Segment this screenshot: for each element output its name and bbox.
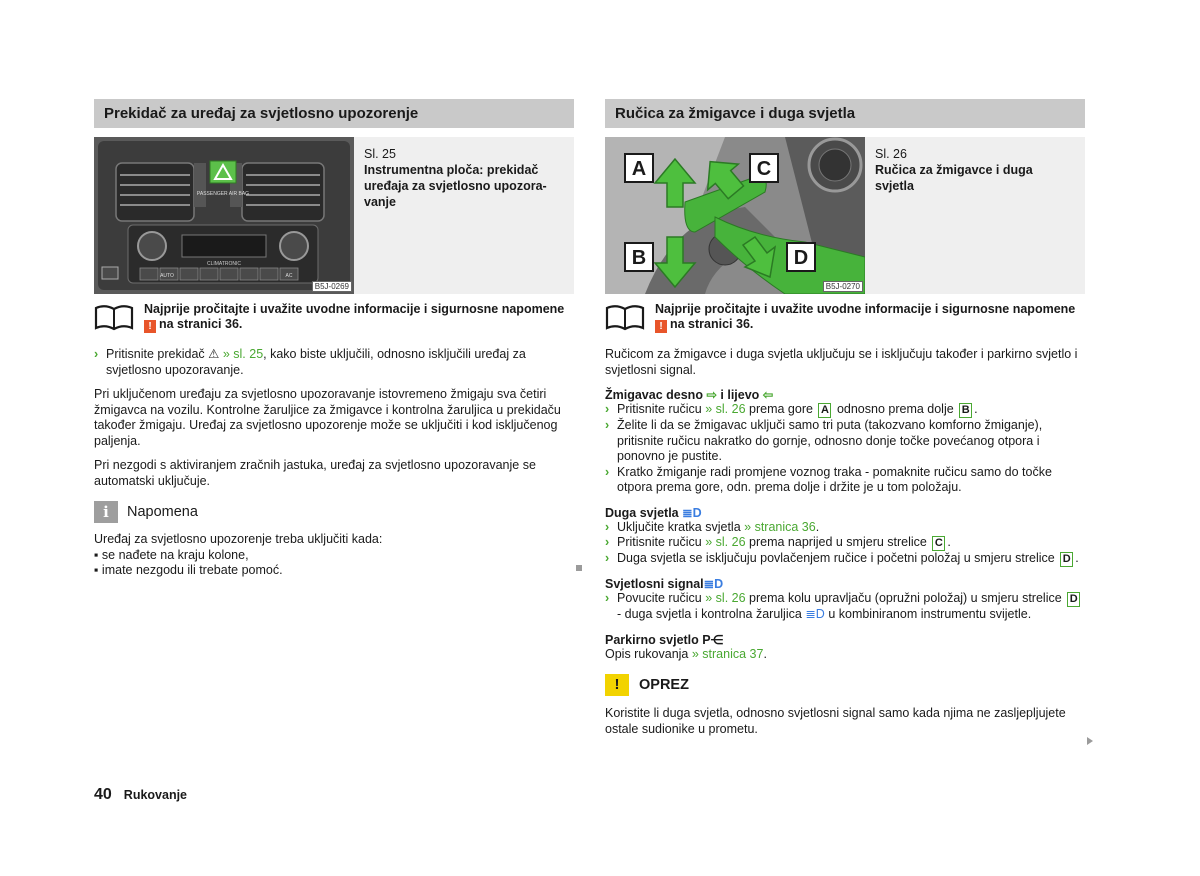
stalk-illustration bbox=[605, 137, 865, 294]
arrow-icon: › bbox=[94, 347, 99, 361]
paragraph: Pri nezgodi s aktiviranjem zračnih jastuka, uređaj za svjetlosno upozoravanje se automatski uključuje. bbox=[94, 458, 536, 488]
page-number: 40 bbox=[94, 786, 112, 803]
auto-label: AUTO bbox=[160, 273, 174, 279]
continue-arrow-icon bbox=[1087, 737, 1093, 745]
section-header: Ručica za žmigavce i duga svjetla bbox=[605, 99, 1085, 128]
key-label-a: A bbox=[818, 403, 831, 418]
bullet-text: odnosno prema dolje bbox=[836, 402, 954, 416]
figure-link[interactable]: » sl. 26 bbox=[705, 535, 746, 549]
subsection-title-text: Parkirno svjetlo bbox=[605, 632, 699, 647]
list-item bbox=[605, 418, 1085, 465]
figure-link[interactable]: » sl. 26 bbox=[705, 402, 746, 416]
figure-number: Sl. 26 bbox=[875, 147, 907, 161]
arrow-icon: › bbox=[605, 464, 610, 479]
figure-caption bbox=[354, 137, 574, 294]
subsection-title bbox=[605, 576, 1085, 591]
climatronic-label: CLIMATRONIC bbox=[206, 261, 242, 267]
stalk-image bbox=[605, 137, 865, 294]
list-item bbox=[605, 520, 1085, 536]
caution-header bbox=[605, 674, 1085, 696]
figure-code: B5J-0269 bbox=[312, 281, 352, 292]
page-link[interactable]: » stranica 37 bbox=[691, 646, 764, 661]
figure-link[interactable]: » sl. 26 bbox=[705, 591, 746, 605]
dashboard-illustration bbox=[94, 137, 354, 294]
caution-icon: ! bbox=[605, 674, 629, 696]
book-icon bbox=[605, 302, 645, 332]
key-label-b: B bbox=[959, 403, 972, 418]
list-item bbox=[605, 535, 1085, 551]
bullet-text: Želite li da se žmigavac uključi samo tri puta (takozvano komforno žmiganje), pritisnite ručicu nakratko do gornje, odnosno donje točke povećanog otpora i ponovno je pustite. bbox=[617, 418, 1043, 463]
bullet-text: Kratko žmiganje radi promjene voznog traka - pomaknite ručicu samo do točke otpora prema gore, odn. prema dolje i držite je u tom položaju. bbox=[617, 464, 1052, 494]
notice-line1: Najprije pročitajte i uvažite uvodne informacije i sigurnosne napomene bbox=[144, 302, 565, 316]
list-item bbox=[94, 347, 574, 378]
arrow-icon: › bbox=[605, 418, 610, 432]
figure-number: Sl. 25 bbox=[364, 147, 396, 161]
arrow-icon: › bbox=[605, 519, 610, 534]
left-column bbox=[94, 99, 574, 579]
read-first-notice bbox=[94, 302, 574, 333]
label-b: B bbox=[631, 247, 647, 269]
bullet-text: Duga svjetla se isključuju povlačenjem ručice i početni položaj u smjeru strelice bbox=[617, 551, 1055, 565]
read-first-notice bbox=[605, 302, 1085, 333]
key-label-c: C bbox=[932, 536, 945, 551]
list-item bbox=[605, 402, 1085, 418]
bullet-text: . bbox=[947, 535, 951, 549]
bullet-text: . bbox=[815, 519, 820, 534]
warning-icon: ! bbox=[655, 320, 667, 333]
body-text: Opis rukovanja bbox=[605, 646, 689, 661]
bullet-text: Pritisnite ručicu bbox=[617, 535, 702, 549]
notice-line1: Najprije pročitajte i uvažite uvodne informacije i sigurnosne napomene bbox=[655, 302, 1076, 316]
bullet-square-icon: ▪ bbox=[94, 547, 99, 562]
bullet-square-icon: ▪ bbox=[94, 563, 99, 577]
parking-light-icon: P⋲ bbox=[702, 632, 724, 647]
bullet-text: Uključite kratka svjetla bbox=[617, 519, 741, 534]
high-beam-icon: ≣D bbox=[703, 577, 724, 591]
list-item bbox=[94, 563, 574, 579]
figure-26 bbox=[605, 137, 1085, 294]
list-item bbox=[605, 591, 1085, 623]
bullet-text: . bbox=[1075, 551, 1079, 565]
notice-page-link[interactable]: na stranici 36. bbox=[670, 317, 754, 331]
figure-caption bbox=[865, 137, 1085, 294]
arrow-icon: › bbox=[605, 591, 610, 605]
turn-left-icon: ⇦ bbox=[762, 388, 774, 402]
paragraph: Pri uključenom uređaju za svjetlosno upozoravanje istovremeno žmigaju sva četiri žmigavca na vozilu. Kontrolne žaruljice za žmigavce i kontrolna žaruljica u prekidaču također žmigaju. Uređaj za svjetlosno upozorenje može se uključiti i kod isključenog paljenja. bbox=[94, 387, 561, 448]
page-link[interactable]: » stranica 36 bbox=[744, 519, 816, 534]
label-d: D bbox=[793, 247, 809, 269]
subsection-title-text: i lijevo bbox=[720, 388, 760, 402]
bullet-text: - duga svjetla i kontrolna žaruljica bbox=[617, 607, 802, 621]
bullet-text: prema gore bbox=[749, 402, 813, 416]
right-column bbox=[605, 99, 1085, 737]
figure-25 bbox=[94, 137, 574, 294]
note-item: se nađete na kraju kolone, bbox=[101, 547, 249, 562]
section-end-icon bbox=[576, 565, 582, 571]
list-item bbox=[605, 551, 1085, 567]
list-item bbox=[94, 548, 574, 564]
bullet-text: prema naprijed u smjeru strelice bbox=[749, 535, 927, 549]
subsection-title bbox=[605, 632, 1085, 647]
info-icon: i bbox=[94, 501, 118, 523]
label-a: A bbox=[631, 158, 647, 180]
body-text: . bbox=[763, 646, 767, 661]
arrow-icon: › bbox=[605, 535, 610, 549]
subsection-title bbox=[605, 387, 1085, 402]
bullet-text: , kako biste uključili, odnosno isključili uređaj za svjetlosno upozoravanje. bbox=[106, 347, 526, 377]
key-label-d: D bbox=[1060, 552, 1073, 567]
key-label-d: D bbox=[1067, 592, 1080, 607]
page-footer bbox=[94, 786, 187, 804]
subsection-title-text: Žmigavac desno bbox=[605, 388, 703, 402]
label-c: C bbox=[756, 158, 772, 180]
caution-label: OPREZ bbox=[639, 677, 689, 693]
notice-page-link[interactable]: na stranici 36. bbox=[159, 317, 243, 331]
list-item bbox=[605, 465, 1085, 496]
section-header: Prekidač za uređaj za svjetlosno upozorenje bbox=[94, 99, 574, 128]
turn-right-icon: ⇨ bbox=[706, 388, 717, 402]
bullet-text: u kombiniranom instrumentu svijetle. bbox=[828, 607, 1032, 621]
figure-code: B5J-0270 bbox=[823, 281, 863, 292]
book-icon bbox=[94, 302, 134, 332]
dashboard-image bbox=[94, 137, 354, 294]
caution-text: Koristite li duga svjetla, odnosno svjetlosni signal samo kada njima ne zasljepljujete ostale sudionike u prometu. bbox=[605, 706, 1066, 736]
bullet-text: Povucite ručicu bbox=[617, 591, 702, 605]
bullet-text: Pritisnite ručicu bbox=[617, 402, 702, 416]
bullet-text: prema kolu upravljaču (opružni položaj) u smjeru strelice bbox=[749, 591, 1062, 605]
ac-label: AC bbox=[285, 273, 293, 279]
section-name: Rukovanje bbox=[123, 788, 188, 802]
hazard-triangle-icon: ⚠ bbox=[208, 347, 220, 361]
figure-title: Instrumentna ploča: prekidač uređaja za svjetlosno upozora-vanje bbox=[364, 163, 547, 209]
arrow-icon: › bbox=[605, 551, 610, 565]
note-label: Napomena bbox=[127, 504, 198, 520]
figure-title: Ručica za žmigavce i duga svjetla bbox=[875, 163, 1033, 193]
bullet-text: Pritisnite prekidač bbox=[106, 347, 205, 361]
high-beam-icon: ≣D bbox=[805, 607, 825, 621]
note-item: imate nezgodu ili trebate pomoć. bbox=[101, 563, 283, 577]
intro-paragraph: Ručicom za žmigavce i duga svjetla uključuju se i isključuju također i parkirno svjetlo i svjetlosni signal. bbox=[605, 347, 1078, 377]
airbag-label: PASSENGER AIR BAG bbox=[196, 191, 250, 197]
bullet-text: . bbox=[974, 402, 978, 416]
warning-icon: ! bbox=[144, 320, 156, 333]
arrow-icon: › bbox=[605, 402, 610, 416]
subsection-title-text: Duga svjetla bbox=[605, 505, 679, 520]
figure-link[interactable]: » sl. 25 bbox=[222, 347, 264, 361]
note-intro: Uređaj za svjetlosno upozorenje treba uključiti kada: bbox=[94, 532, 383, 546]
high-beam-icon: ≣D bbox=[682, 505, 702, 520]
note-header bbox=[94, 501, 574, 523]
subsection-title-text: Svjetlosni signal bbox=[605, 577, 704, 591]
subsection-title bbox=[605, 505, 1085, 520]
